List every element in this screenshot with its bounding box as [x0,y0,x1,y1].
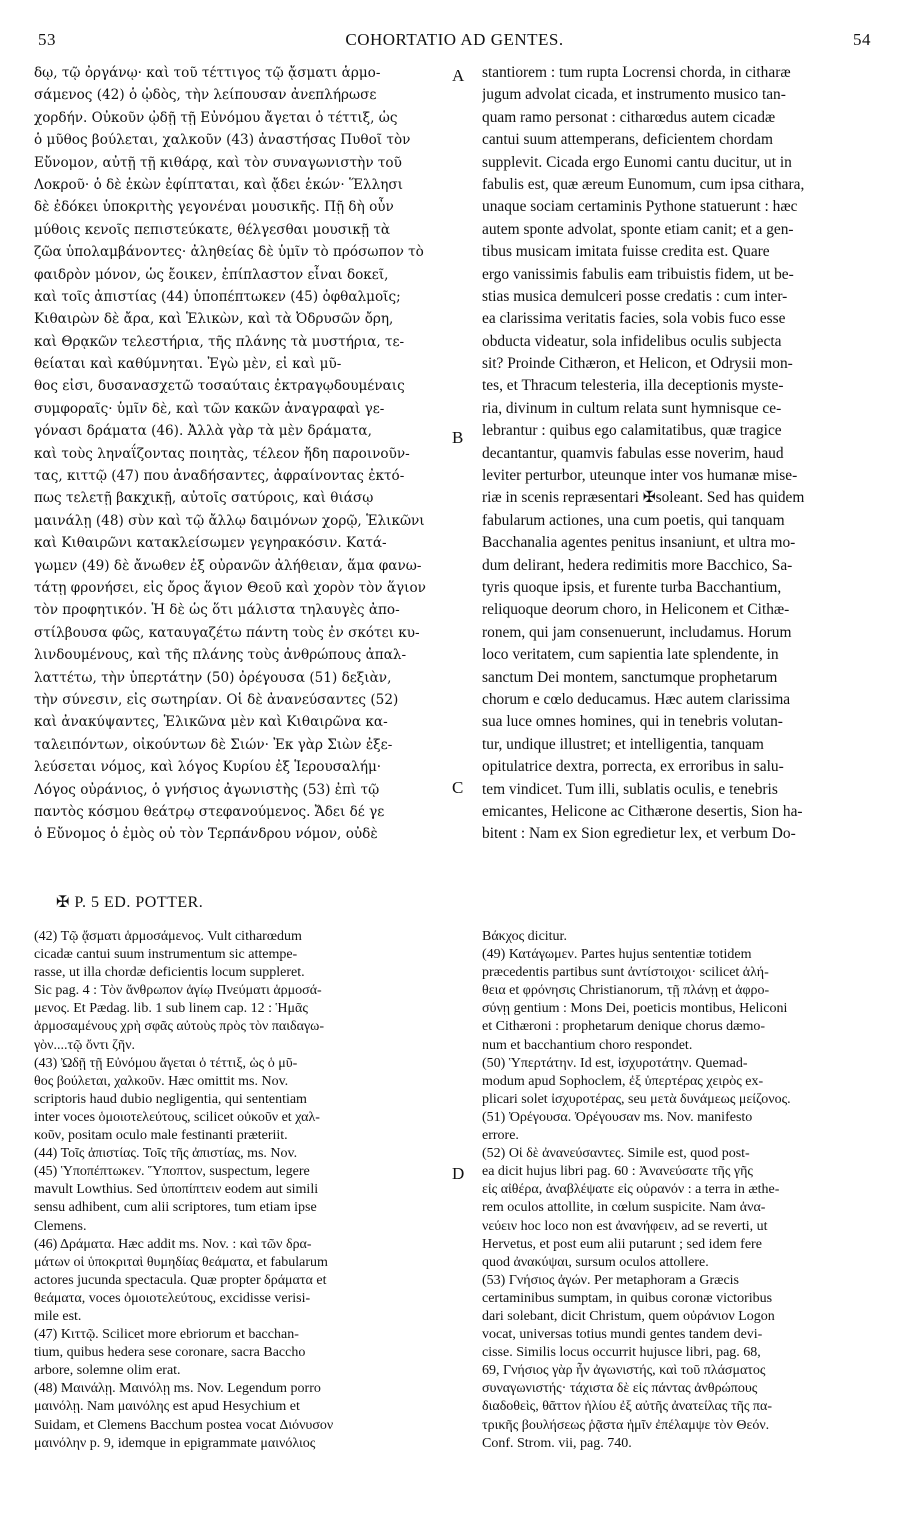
footnote-line: μαινόλῃ. Nam μαινόλης est apud Hesychium et [34,1399,300,1415]
greek-text-line: χορδήν. Οὐκοῦν ᾠδῇ τῇ Εὐνόμου ἄγεται ὁ τέττιξ, ὡς [34,109,398,126]
latin-text-line: stantiorem : tum rupta Locrensi chorda, in citharæ [482,64,791,81]
footnote-line: (52) Οἱ δὲ ἀνανεύσαντες. Simile est, quod post- [482,1146,750,1162]
greek-text-line: δῳ, τῷ ὀργάνῳ· καὶ τοῦ τέττιγος τῷ ᾄσματι ἁρμο- [34,65,381,81]
latin-text-line: quam ramo personat : citharœdus autem cicadæ [482,108,776,126]
latin-text-line: decantantur, quamvis fabulas esse noverim, haud [482,444,784,462]
footnote-line: tium, quibus hedera sese coronare, sacra Baccho [34,1345,306,1361]
latin-text-line: tyris quoque ipsis, et furente turba Bacchantium, [482,578,782,596]
footnote-line: (53) Γνήσιος ἀγών. Per metaphoram a Græcis [482,1272,740,1288]
footnote-line: modum apud Sophoclem, ἐξ ὑπερτέρας χειρὸς ex- [482,1073,764,1089]
latin-text-line: fabulis est, quæ æreum Eunomum, cum ipsa cithara, [482,175,805,193]
greek-text-line: μύθοις κενοῖς πεπιστεύκατε, θέλγεσθαι μουσικῇ τὰ [34,221,391,238]
latin-text-line: chorum e cœlo deducamus. Hæc autem clarissima [482,690,791,708]
footnote-line: sensu adhibent, cum alii scriptores, tum etiam ipse [34,1200,317,1216]
footnote-line: dari solebant, dicit Christum, quem οὐράνιον Logon [482,1308,775,1324]
greek-text-line: τάτῃ φρονήσει, εἰς ὄρος ἅγιον Θεοῦ καὶ χορὸν τὸν ἅγιον [34,579,426,596]
greek-text-line: πως τελετῇ βακχικῇ, αὐτοῖς σατύροις, καὶ θιάσῳ [34,490,374,507]
footnote-line: μαινόλην p. 9, idemque in epigrammate μαινόλιος [34,1435,316,1451]
latin-text-line: jugum advolat cicada, et instrumento musico tan- [482,86,786,104]
margin-marker-d: D [452,1164,465,1183]
footnote-line: Hervetus, et post eum alii putarunt ; sed idem fere [482,1236,762,1252]
right-page-number: 54 [853,30,871,49]
footnotes-left-column [34,928,446,1453]
greek-text-line: Εὔνομον, αὐτῇ τῇ κιθάρᾳ, καὶ τὸν συναγωνιστὴν τοῦ [34,154,402,171]
footnote-line: τρικῆς βουλήσεως ῥᾷστα ἡμῖν ἐπέλαμψε τὸν Θεόν. [482,1417,770,1433]
greek-text-line: γόνασι δράματα (46). Ἀλλὰ γὰρ τὰ μὲν δράματα, [34,423,372,440]
footnote-line: Suidam, et Clemens Bacchum postea vocat Διόνυσον [34,1417,334,1433]
footnote-line: arbore, solemne olim erat. [34,1363,181,1379]
footnote-line: actores jucunda spectacula. Quæ propter δράματα et [34,1272,327,1288]
footnote-line: μενος. Et Pædag. lib. 1 sub linem cap. 12 : Ἡμᾶς [34,1001,308,1017]
latin-text-line: ronem, qui jam consenuerunt, includamus. Horum [482,623,792,641]
greek-text-line: γωμεν (49) δὲ ἄνωθεν ἐξ οὐρανῶν ἀλήθειαν, ἅμα φανω- [34,557,422,574]
footnote-line: κοῦν, positam oculo male festinanti præteriit. [34,1128,288,1144]
greek-text-column [34,62,446,846]
greek-text-line: τὴν σύνεσιν, εἰς σωτηρίαν. Οἱ δὲ ἀνανεύσαντες (52) [34,691,399,708]
margin-marker-a: A [452,66,465,85]
footnote-line: errore. [482,1128,519,1144]
latin-text-line: sua luce omnes homines, qui in tenebris volutan- [482,713,783,731]
footnote-line: (51) Ὀρέγουσα. Ὀρέγουσαν ms. Nov. manifesto [482,1109,753,1125]
footnote-line: ἁρμοσαμένους χρὴ σφᾶς αὐτοὺς πρὸς τὸν παιδαγω- [34,1019,325,1035]
latin-text-line: tem vindicet. Tum illi, sublatis oculis, e tenebris [482,780,778,798]
latin-text-column [482,62,878,846]
footnote-line: mile est. [34,1308,82,1324]
footnote-line: γὸν....τῷ ὄντι ζῆν. [34,1037,136,1053]
greek-text-line: ὁ Εὔνομος ὁ ἐμὸς οὐ τὸν Τερπάνδρου νόμον, οὐδὲ [34,826,378,843]
greek-text-line: ζῶα ὑπολαμβάνοντες· ἀληθείας δὲ ὑμῖν τὸ πρόσωπον τὸ [34,244,424,261]
latin-text-line: leviter perturbor, uteunque inter vos humanæ mise- [482,467,798,485]
greek-text-line: καὶ ἀνακύψαντες, Ἑλικῶνα μὲν καὶ Κιθαιρῶνα κα- [34,714,388,731]
footnote-line: θεια et φρόνησις Christianorum, τῇ πλάνῃ et ἀφρο- [482,983,770,999]
footnote-line: (44) Τοῖς ἀπιστίας. Τοῖς τῆς ἀπιστίας, ms. Nov. [34,1146,298,1162]
latin-text-line: bitent : Nam ex Sion egredietur lex, et verbum Do- [482,825,796,843]
latin-text-line: unaque sociam certaminis Pythone statuerunt : hæc [482,198,798,216]
page-header [30,30,879,56]
greek-text-line: τὸν προφητικόν. Ἡ δὲ ὡς ὅτι μάλιστα τηλαυγὲς ἀπο- [34,602,400,619]
footnote-line: vocat, universas totius mundi gentes tandem devi- [482,1327,763,1343]
footnote-line: præcedentis partibus sunt ἀντίστοιχοι· scilicet ἀλή- [482,965,769,981]
latin-text-line: opitulatrice dextra, porrecta, ex erroribus in salu- [482,758,784,776]
greek-text-line: σάμενος (42) ὁ ᾠδὸς, τὴν λείπουσαν ἀνεπλήρωσε [34,87,377,104]
greek-text-line: στίλβουσα φῶς, καταυγαζέτω πάντη τοὺς ἐν σκότει κυ- [34,624,420,641]
footnote-line: θεάματα, voces ὁμοιοτελεύτους, excidisse verisi- [34,1290,311,1306]
latin-text-line: ergo vanissimis fabulis eam tribuistis fidem, ut be- [482,265,794,283]
latin-text-line: tes, et Thracum telesteria, illa deceptionis myste- [482,377,784,395]
footnote-line: σύνῃ gentium : Mons Dei, poeticis montibus, Heliconi [482,1001,788,1017]
latin-text-line: stias musica demulceri posse credatis : cum inter- [482,287,788,305]
footnote-line: certaminibus sumptam, in quibus coronæ victoribus [482,1290,773,1306]
latin-text-line: sanctum Dei montem, sanctumque prophetarum [482,668,778,686]
footnote-line: cisse. Similis locus occurrit hujusce libri, pag. 68, [482,1345,761,1361]
greek-text-line: λινδουμένους, καὶ τῆς πλάνης τοὺς ἀνθρώπους ἀπαλ- [34,647,407,664]
latin-text-line: supplevit. Cicada ergo Eunomi cantu ducitur, ut in [482,153,792,171]
footnote-line: (48) Μαινάλῃ. Μαινόλῃ ms. Nov. Legendum porro [34,1381,321,1397]
greek-text-line: ταλειπόντων, οἰκούντων δὲ Σιών· Ἐκ γὰρ Σιὼν ἐξε- [34,736,393,753]
footnotes-right-column [482,928,880,1453]
footnote-line: (45) Ὑποπέπτωκεν. Ὕποπτον, suspectum, legere [34,1164,310,1180]
greek-text-line: μαινάλῃ (48) σὺν καὶ τῷ ἄλλῳ δαιμόνων χορῷ, Ἑλικῶνι [34,512,425,529]
latin-text-line: tur, undique illustret; et intelligentia, tanquam [482,735,764,753]
footnote-line: mavult Lowthius. Sed ὑποπίπτειν eodem aut simili [34,1182,319,1198]
footnote-line: ea dicit hujus libri pag. 60 : Ἀνανεύσατε τῆς γῆς [482,1164,753,1180]
greek-text-line: δὲ ἐδόκει ὑποκριτὴς γεγονέναι μουσικῆς. Πῇ δὴ οὖν [34,199,394,216]
greek-text-line: καὶ τοῖς ἀπιστίας (44) ὑποπέπτωκεν (45) ὀφθαλμοῖς; [34,288,401,305]
greek-text-line: Λόγος οὐράνιος, ὁ γνήσιος ἀγωνιστὴς (53) ἐπὶ τῷ [34,781,380,798]
greek-text-line: Λοκροῦ· ὁ δὲ ἑκὼν ἐφίπταται, καὶ ᾄδει ἑκών· Ἕλλησι [34,176,404,193]
footnote-line: scriptoris haud dubio negligentia, qui sententiam [34,1091,307,1107]
footnote-line: Sic pag. 4 : Τὸν ἄνθρωπον ἁγίῳ Πνεύματι ἁρμοσά- [34,983,322,999]
footnote-line: cicadæ cantui suum instrumentum sic attempe- [34,947,298,963]
latin-text-line: ria, divinum in cultum relata sunt hymnisque ce- [482,399,782,417]
footnote-line: (49) Κατάγωμεν. Partes hujus sententiæ totidem [482,947,752,963]
footnote-line: μάτων οἱ ὑποκριταὶ θυμηδίας θεάματα, et fabularum [34,1254,328,1270]
footnote-line: inter voces ὁμοιοτελεύτους, scilicet οὐκοῦν et χαλ- [34,1109,320,1125]
footnote-line: εἰς αἰθέρα, ἀναβλέψατε εἰς οὐρανόν : a terra in æthe- [482,1182,780,1198]
greek-text-line: φαιδρὸν μόνον, ὡς ἔοικεν, ἐπίπλαστον εἶναι δοκεῖ, [34,266,389,283]
greek-text-line: καὶ Κιθαιρῶνι κατακλείσωμεν γεγηρακόσιν. Κατά- [34,535,387,552]
latin-text-line: loco veritatem, cum sapientia late splendente, in [482,646,779,664]
greek-text-line: λεύσεται νόμος, καὶ λόγος Κυρίου ἐξ Ἱερουσαλήμ· [34,759,382,776]
footnote-line: plicari solet ἰσχυροτέρας, seu μετὰ δυνάμεως μείζονος. [482,1091,791,1107]
footnote-line: et Cithæroni : prophetarum denique chorus dæmo- [482,1019,766,1035]
footnote-line: (42) Τῷ ᾄσματι ἁρμοσάμενος. Vult citharœdum [34,929,302,944]
footnote-line: Conf. Strom. vii, pag. 740. [482,1435,632,1451]
footnote-line: num et bacchantium choro respondet. [482,1037,693,1053]
latin-text-line: ea clarissima veritatis facies, sola vobis fuco esse [482,310,786,328]
latin-text-line: dum delirant, hedera redimitis more Bacchico, Sa- [482,556,793,574]
latin-text-line: Bacchanalia agentes penitus insaniunt, et ultra mo- [482,534,796,552]
latin-text-line: reliquoque deorum choro, in Heliconem et Cithæ- [482,601,790,619]
greek-text-line: καὶ Θρᾳκῶν τελεστήρια, τῆς πλάνης τὰ μυστήρια, τε- [34,333,405,350]
greek-text-line: θος εἰσι, δυσανασχετῶ τοσαύταις ἐκτραγῳδουμέναις [34,378,405,395]
footnote-line: (50) Ὑπερτάτην. Id est, ἰσχυροτάτην. Quemad- [482,1055,748,1071]
latin-text-line: tibus musicam imitata fuisse credita est. Quare [482,243,770,261]
greek-text-line: συμφοραῖς· ὑμῖν δὲ, καὶ τῶν κακῶν ἀναγραφαὶ γε- [34,400,385,417]
left-page-number: 53 [38,30,56,49]
greek-text-line: τας, κιττῷ (47) που ἀναδήσαντες, ἀφραίνοντας ἐκτό- [34,468,405,485]
latin-text-line: sit? Proinde Cithæron, et Helicon, et Odrysii mon- [482,355,793,373]
footnote-line: Clemens. [34,1218,87,1234]
edition-note: ✠ P. 5 ED. POTTER. [56,894,204,911]
latin-text-line: cantui suum attemperans, deficientem chordam [482,131,774,149]
footnote-line: rasse, ut illa chordæ deficientis locum suppleret. [34,965,305,981]
latin-text-line: fabularum actiones, una cum poetis, qui tanquam [482,511,785,529]
footnote-line: quod ἀνακύψαι, sursum oculos attollere. [482,1254,709,1270]
latin-text-line: obducta videatur, sola infidelibus oculis subjecta [482,332,782,350]
margin-marker-c: C [452,778,464,797]
margin-marker-b: B [452,428,464,447]
greek-text-line: ὁ μῦθος βούλεται, χαλκοῦν (43) ἀναστήσας Πυθοῖ τὸν [34,132,411,149]
latin-text-line: riæ in scenis repræsentari ✠soleant. Sed has quidem [482,489,805,507]
footnote-line: rem oculos attollite, in cœlum suspicite. Nam ἀνα- [482,1200,766,1216]
latin-text-line: lebrantur : quibus ego calamitatibus, quæ tragice [482,422,782,440]
latin-text-line: emicantes, Helicone ac Cithærone desertis, Sion ha- [482,802,803,820]
greek-text-line: θείαται καὶ καθύμνηται. Ἐγὼ μὲν, εἰ καὶ μῦ- [34,356,342,373]
footnote-line: νεύειν hoc loco non est ἀνανήφειν, ad se reverti, ut [482,1218,768,1234]
greek-text-line: παντὸς κόσμου θεάτρῳ στεφανούμενος. Ἄδει δέ γε [34,803,385,820]
footnote-line: Βάκχος dicitur. [482,929,567,944]
footnote-line: θος βούλεται, χαλκοῦν. Hæc omittit ms. Nov. [34,1073,289,1089]
greek-text-line: λαττέτω, τὴν ὑπερτάτην (50) ὀρέγουσα (51) δεξιὰν, [34,669,392,686]
greek-text-line: Κιθαιρὼν δὲ ἄρα, καὶ Ἑλικὼν, καὶ τὰ Ὀδρυσῶν ὄρη, [34,311,394,328]
footnote-line: συναγωνιστής· τάχιστα δὲ εἰς πάντας ἀνθρώπους [482,1381,758,1397]
greek-text-line: καὶ τοὺς ληναΐζοντας ποιητὰς, τέλεον ἤδη παροινοῦν- [34,445,410,462]
footnote-line: (47) Κιττῷ. Scilicet more ebriorum et bacchan- [34,1327,299,1343]
footnote-line: 69, Γνήσιος γὰρ ἦν ἀγωνιστής, καὶ τοῦ πλάσματος [482,1363,766,1379]
latin-text-line: autem sponte advolat, sponte etiam canit; et a gen- [482,220,794,238]
footnote-line: (46) Δράματα. Hæc addit ms. Nov. : καὶ τῶν δρα- [34,1236,312,1252]
footnote-line: (43) Ὠδῇ τῇ Εὐνόμου ἄγεται ὁ τέττιξ, ὡς ὁ μῦ- [34,1055,298,1071]
running-title: COHORTATIO AD GENTES. [345,30,564,49]
footnote-line: διαδοθεὶς, θᾶττον ἡλίου ἐξ αὐτῆς ἀνατείλας τῆς πα- [482,1399,772,1415]
